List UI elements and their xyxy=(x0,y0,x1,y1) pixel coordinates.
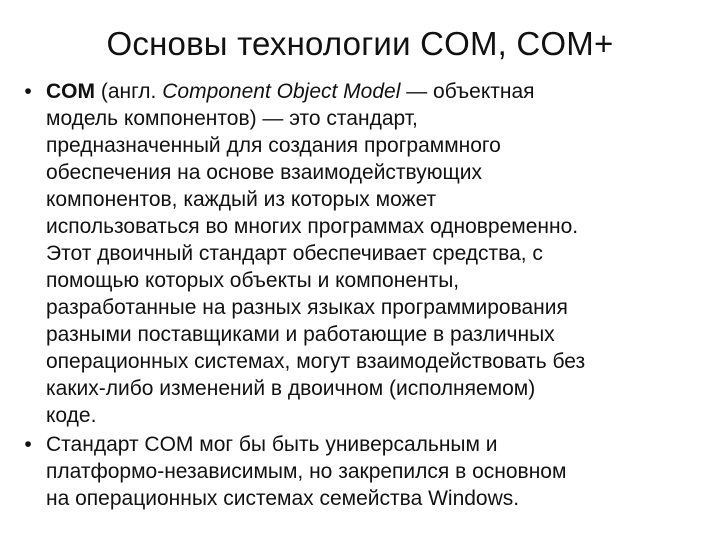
bullet-line: разными поставщиками и работающие в различных xyxy=(46,323,555,346)
bullet-line: компонентов, каждый из которых может xyxy=(46,188,437,211)
bullet-line: на операционных системах семейства Windows. xyxy=(46,487,520,510)
bullet-item-com-definition xyxy=(18,78,718,429)
bullet-line: Стандарт COM мог бы быть универсальным и xyxy=(46,433,498,456)
bullet-item-com-platform xyxy=(18,431,718,512)
bullet-icon: • xyxy=(24,433,32,456)
bullet-line: Этот двоичный стандарт обеспечивает средства, с xyxy=(46,242,543,265)
bullet-line: разработанные на разных языках программирования xyxy=(46,296,568,319)
bullet-line: обеспечения на основе взаимодействующих xyxy=(46,161,483,184)
bullet-list xyxy=(18,78,718,514)
bullet-line: операционных системах, могут взаимодействовать без xyxy=(46,350,586,373)
bullet-line: каких-либо изменений в двоичном (исполняемом) xyxy=(46,377,536,400)
bullet-line: платформо-независимым, но закрепился в основном xyxy=(46,460,567,483)
bold-term: COM xyxy=(46,80,95,103)
bullet-text xyxy=(46,431,718,512)
slide-title: Основы технологии COM, COM+ xyxy=(106,25,614,62)
text-segment: (англ. xyxy=(95,80,163,103)
bullet-line: предназначенный для создания программного xyxy=(46,134,501,157)
bullet-line: модель компонентов) — это стандарт, xyxy=(46,107,418,130)
italic-term: Component Object Model xyxy=(162,80,401,103)
bullet-line xyxy=(46,78,718,105)
bullet-line: использоваться во многих программах одновременно. xyxy=(46,215,579,238)
bullet-text xyxy=(46,78,718,429)
bullet-icon: • xyxy=(24,80,32,103)
text-segment: — объектная xyxy=(400,80,535,103)
bullet-line: коде. xyxy=(46,404,97,427)
bullet-line: помощью которых объекты и компоненты, xyxy=(46,269,460,292)
